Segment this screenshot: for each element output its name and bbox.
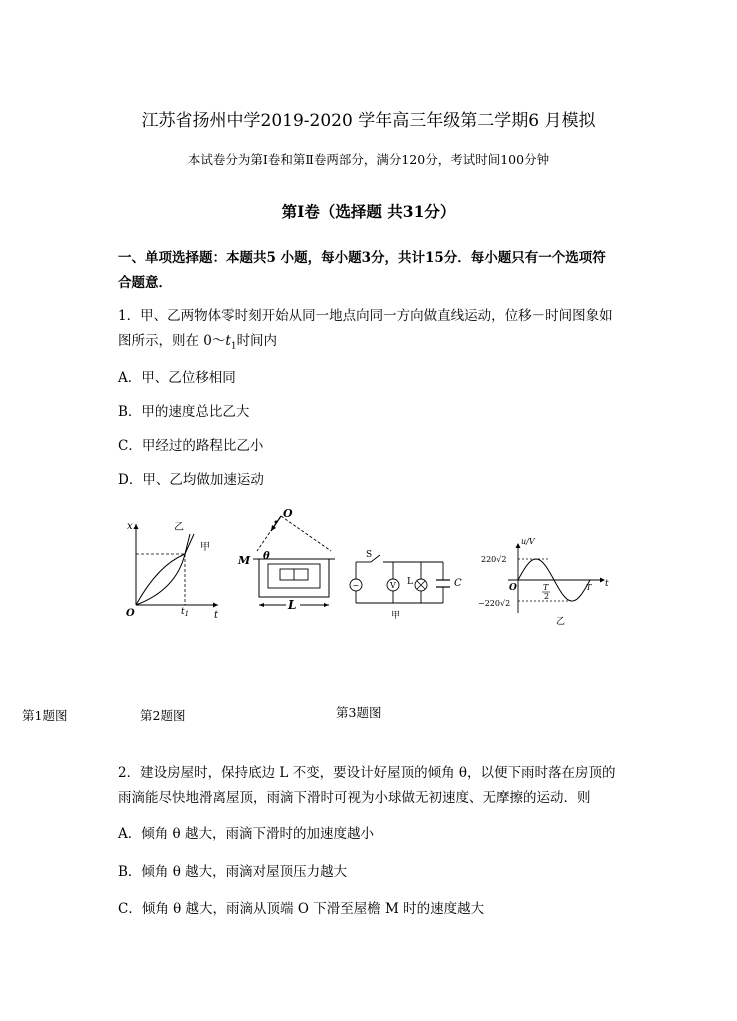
figure-3-circuit <box>343 545 468 625</box>
q1-option-d: D．甲、乙均做加速运动 <box>118 472 264 488</box>
fig2-roof-right <box>281 516 331 551</box>
fig4-t-label: t <box>605 579 609 589</box>
fig3-label-s: S <box>366 550 373 560</box>
fig3-caption-jia: 甲 <box>391 611 401 621</box>
figure-4-sine <box>478 535 613 630</box>
fig1-label-yi: 乙 <box>174 522 184 533</box>
fig3-label-v: V <box>390 581 396 590</box>
section-heading: 一、单项选择题：本题共5 小题，每小题3分，共计15分．每小题只有一个选项符合题意． <box>118 250 606 291</box>
q2-option-c: C．倾角 θ 越大，雨滴从顶端 O 下滑至屋檐 M 时的速度越大 <box>118 901 485 917</box>
fig2-l-arrow-right <box>324 603 329 607</box>
fig2-label-m: M <box>238 554 251 567</box>
part-title: 第Ⅰ卷（选择题 共31分） <box>281 202 456 221</box>
fig2-label-o: O <box>283 507 293 520</box>
caption-figure-2: 第2题图 <box>140 708 186 723</box>
fig4-period-t: T <box>586 583 592 592</box>
q1-option-b: B．甲的速度总比乙大 <box>118 404 250 420</box>
exam-title: 江苏省扬州中学2019-2020 学年高三年级第二学期6 月模拟 <box>141 111 596 131</box>
question-1-stem <box>118 304 618 360</box>
fig2-label-theta: θ <box>263 551 270 562</box>
fig1-origin: O <box>126 608 135 619</box>
q1-option-c: C．甲经过的路程比乙小 <box>118 438 264 454</box>
q2-option-a: A．倾角 θ 越大，雨滴下滑时的加速度越小 <box>118 826 374 842</box>
fig3-label-l: L <box>407 577 413 587</box>
fig1-t1-label: $t_1$ <box>181 607 190 618</box>
fig4-origin: O <box>509 583 517 593</box>
fig1-x-arrow <box>134 524 139 529</box>
exam-subtitle: 本试卷分为第Ⅰ卷和第Ⅱ卷两部分，满分120分，考试时间100分钟 <box>187 152 550 167</box>
fig4-max-label: 220√2 <box>481 555 507 564</box>
t1-subscript: 1 <box>230 341 237 352</box>
fig1-label-jia: 甲 <box>200 542 210 553</box>
fig2-l-arrow-left <box>259 603 264 607</box>
fig1-t-arrow <box>213 603 218 608</box>
question-1-stem-tail: 时间内 <box>236 333 278 349</box>
fig2-droplet-arrow <box>271 525 276 531</box>
fig4-min-label: −220√2 <box>478 599 511 608</box>
fig4-u-label: u/V <box>521 537 535 546</box>
fig2-droplet <box>275 521 278 524</box>
fig2-label-l: L <box>288 598 297 612</box>
t1-symbol: t <box>225 333 231 349</box>
figure-1-xt-graph <box>118 510 223 620</box>
fig3-label-c: C <box>454 578 462 589</box>
question-1-stem-text: 1．甲、乙两物体零时刻开始从同一地点向同一方向做直线运动，位移－时间图象如图所示，则在 0～ <box>118 308 613 349</box>
fig1-curve-jia <box>136 534 190 605</box>
question-2-stem: 2．建设房屋时，保持底边 L 不变，要设计好屋顶的倾角 θ，以便下雨时落在房顶的雨滴能尽快地滑离屋顶，雨滴下滑时可视为小球做无初速度、无摩擦的运动．则 <box>118 765 616 806</box>
fig4-half-t: T <box>543 583 549 592</box>
fig1-x-label: x <box>127 521 133 532</box>
q1-option-a: A．甲、乙位移相同 <box>118 370 236 386</box>
fig4-u-arrow <box>516 543 521 548</box>
caption-figure-1: 第1题图 <box>22 708 68 723</box>
fig4-caption-yi: 乙 <box>556 617 566 627</box>
caption-figure-3: 第3题图 <box>336 705 382 720</box>
figure-2-house <box>235 503 345 615</box>
fig1-t-label: t <box>214 610 219 620</box>
q2-option-b: B．倾角 θ 越大，雨滴对屋顶压力越大 <box>118 864 348 880</box>
fig3-source-symbol: ~ <box>352 581 360 590</box>
fig3-switch-blade <box>371 555 380 562</box>
fig4-half-den: 2 <box>544 592 550 601</box>
